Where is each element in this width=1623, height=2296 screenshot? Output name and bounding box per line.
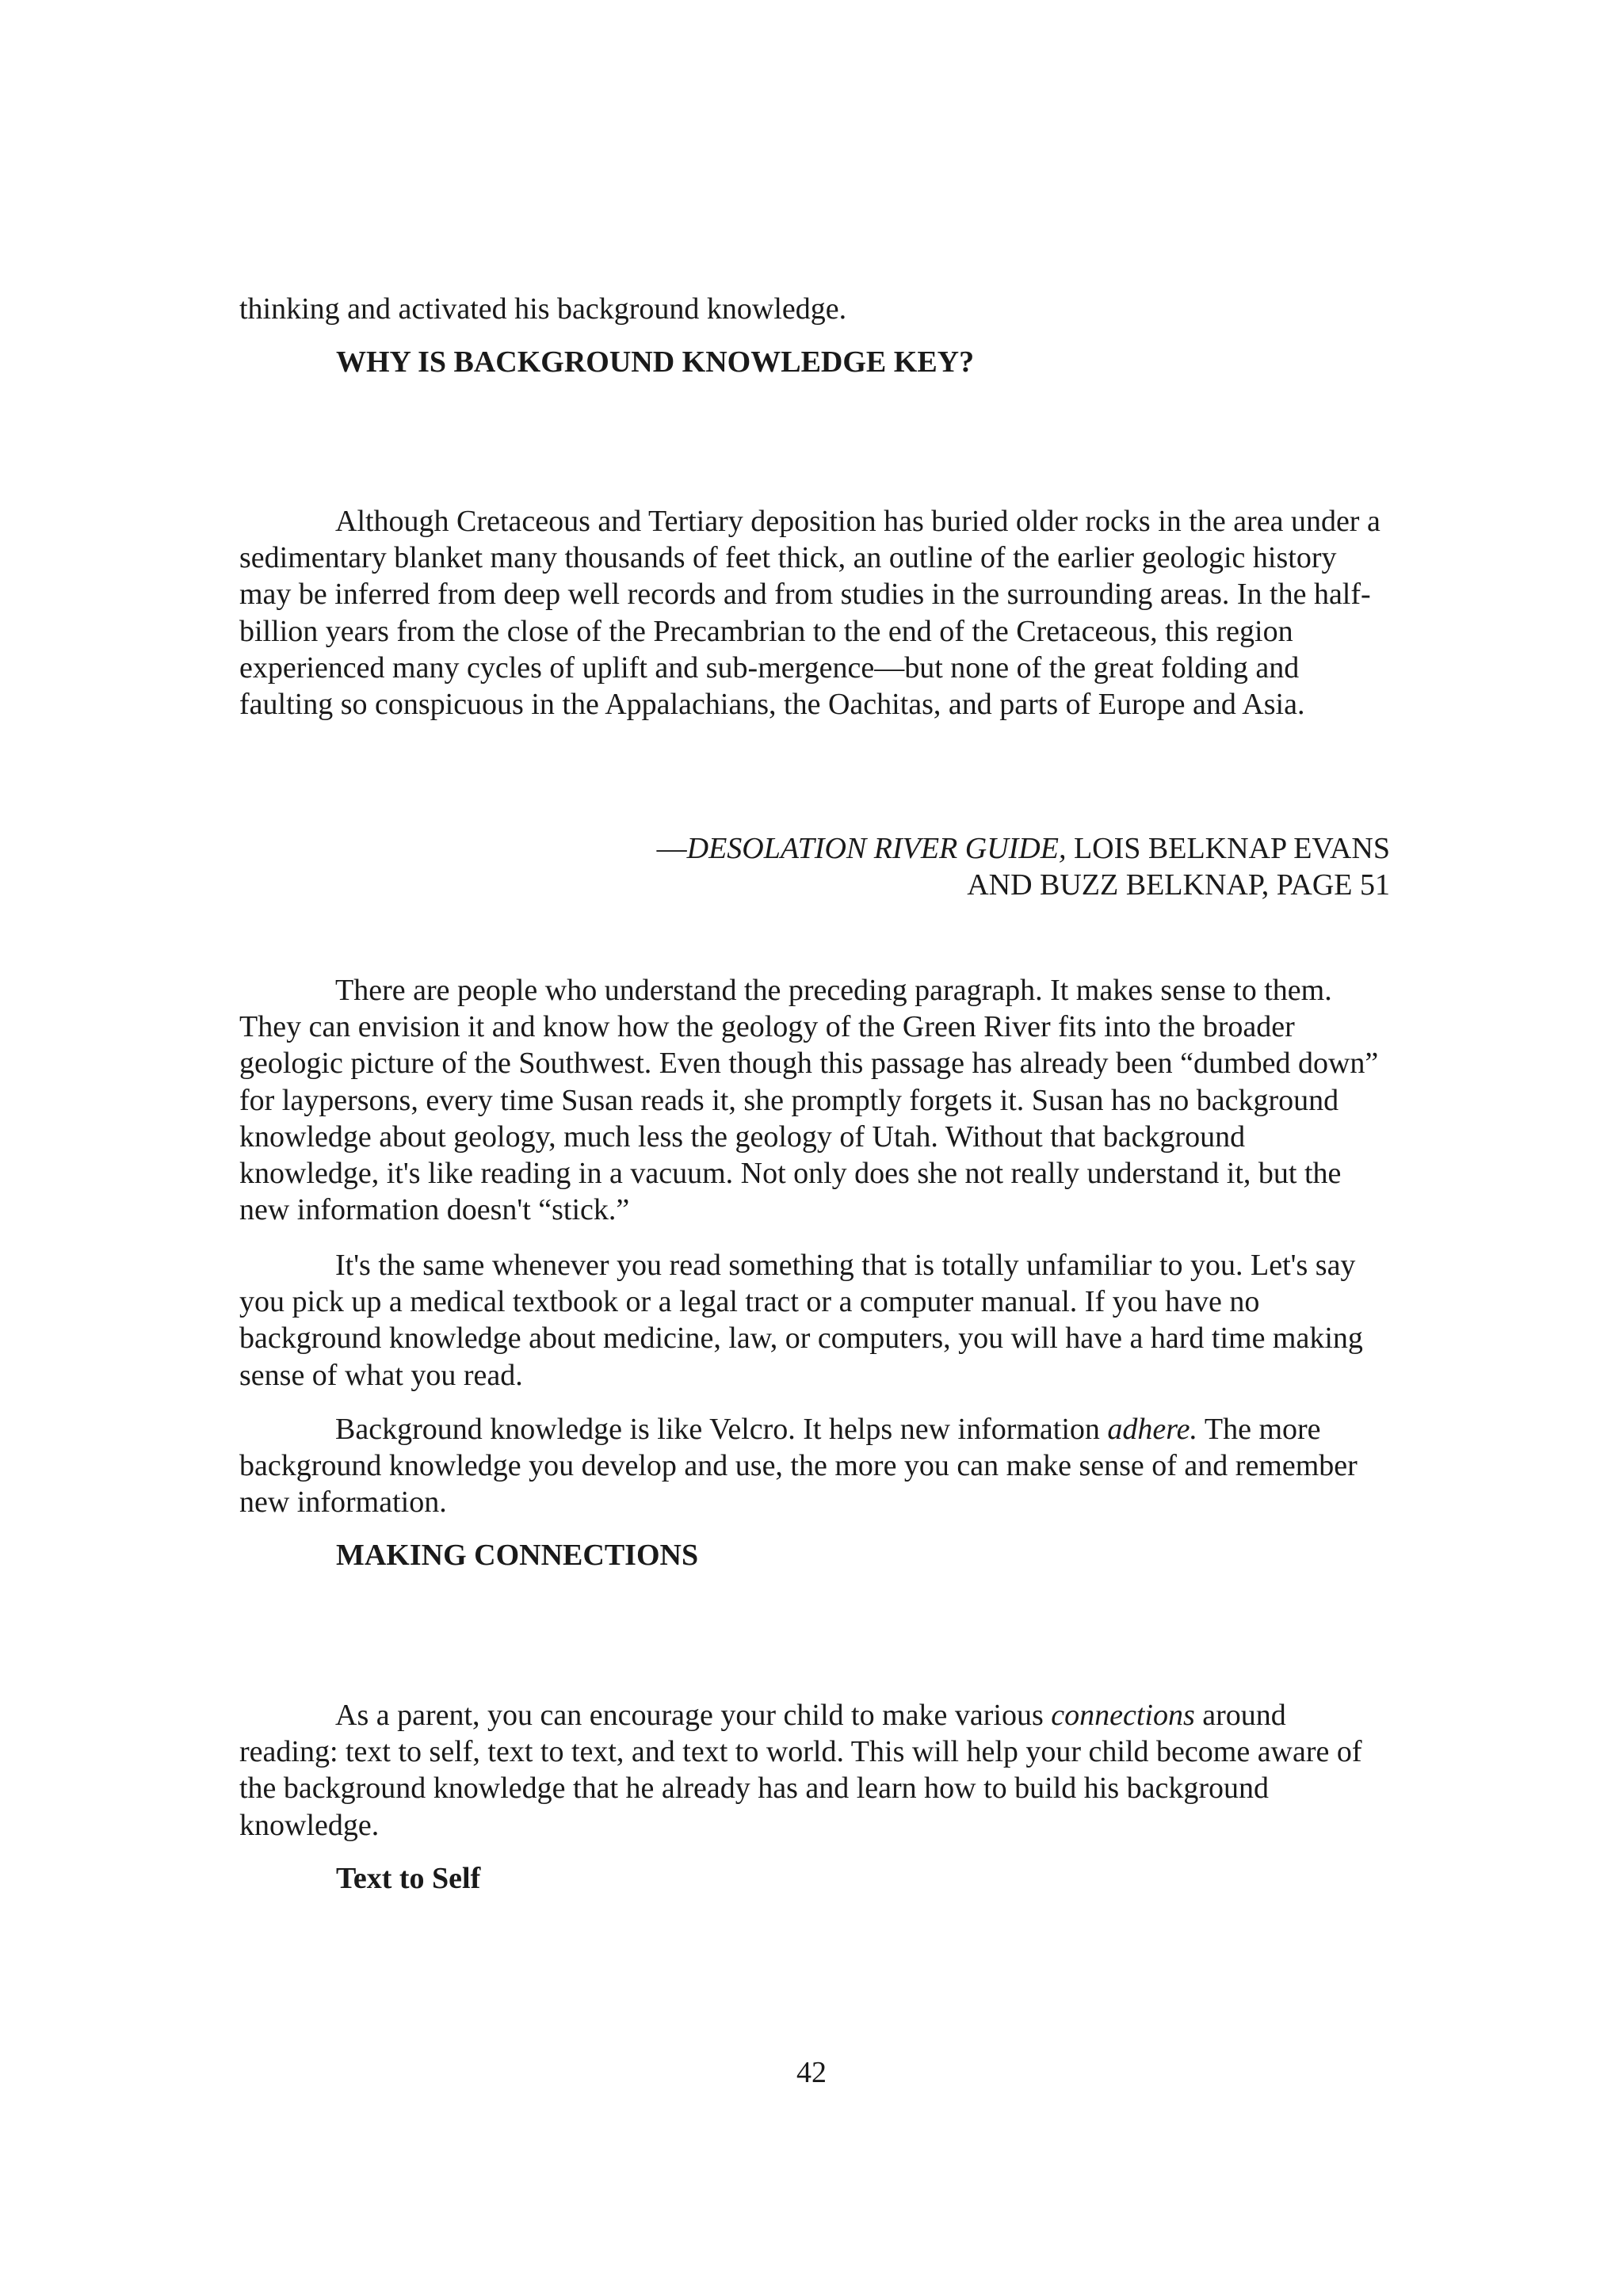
quote-attribution [518, 830, 1390, 903]
geology-quote-text: Although Cretaceous and Tertiary deposition has buried older rocks in the area under a sedimentary blanket many thousands of feet thick, an outline of the earlier geologic history may be inferred from deep well records and from studies in the surrounding areas. In the half-billion years from the close of the Precambrian to the end of the Cretaceous, this region experienced many cycles of uplift and sub-mergence—but none of the great folding and faulting so conspicuous in the Appalachians, the Oachitas, and parts of Europe and Asia. [239, 505, 1381, 722]
body-paragraph-3-emphasis: adhere. [1107, 1413, 1198, 1446]
body-paragraph-4-after: around reading: text to self, text to text, and text to world. This will help your child become aware of the background knowledge that he already has and learn how to build his background knowledge. [239, 1699, 1362, 1842]
attribution-authors-line1: LOIS BELKNAP EVANS [1066, 832, 1390, 865]
body-paragraph-2 [239, 1247, 1390, 1394]
attribution-authors-line2: AND BUZZ BELKNAP, PAGE 51 [967, 868, 1390, 902]
body-paragraph-1 [239, 972, 1390, 1228]
section-heading-why-background: WHY IS BACKGROUND KNOWLEDGE KEY? [336, 345, 975, 379]
body-paragraph-3 [239, 1411, 1390, 1521]
geology-quote-paragraph [239, 503, 1390, 723]
body-paragraph-2-text: It's the same whenever you read something that is totally unfamiliar to you. Let's say you pick up a medical textbook or a legal tract or a computer manual. If you have no background knowledge about medicine, law, or computers, you will have a hard time making sense of what you read. [239, 1249, 1363, 1392]
body-paragraph-4-before: As a parent, you can encourage your child to make various [335, 1699, 1052, 1732]
body-paragraph-3-before: Background knowledge is like Velcro. It helps new information [335, 1413, 1108, 1446]
body-paragraph-1-text: There are people who understand the preceding paragraph. It makes sense to them. They can envision it and know how the geology of the Green River fits into the broader geologic picture of the Southwest. Even though this passage has already been “dumbed down” for laypersons, every time Susan reads it, she promptly forgets it. Susan has no background knowledge about geology, much less the geology of Utah. Without that background knowledge, it's like reading in a vacuum. Not only does she not really understand it, but the new information doesn't “stick.” [239, 974, 1379, 1227]
page-number: 42 [796, 2056, 827, 2089]
section-heading-making-connections: MAKING CONNECTIONS [336, 1539, 699, 1572]
body-paragraph-3-after: The more background knowledge you develop and use, the more you can make sense of and remember new information. [239, 1413, 1358, 1520]
attribution-title: DESOLATION RIVER GUIDE, [686, 832, 1067, 865]
subheading-text-to-self: Text to Self [336, 1862, 481, 1895]
body-paragraph-4-emphasis: connections [1051, 1699, 1195, 1732]
attribution-dash: — [656, 832, 687, 865]
lead-line: thinking and activated his background knowledge. [239, 292, 847, 326]
body-paragraph-4 [239, 1697, 1390, 1844]
